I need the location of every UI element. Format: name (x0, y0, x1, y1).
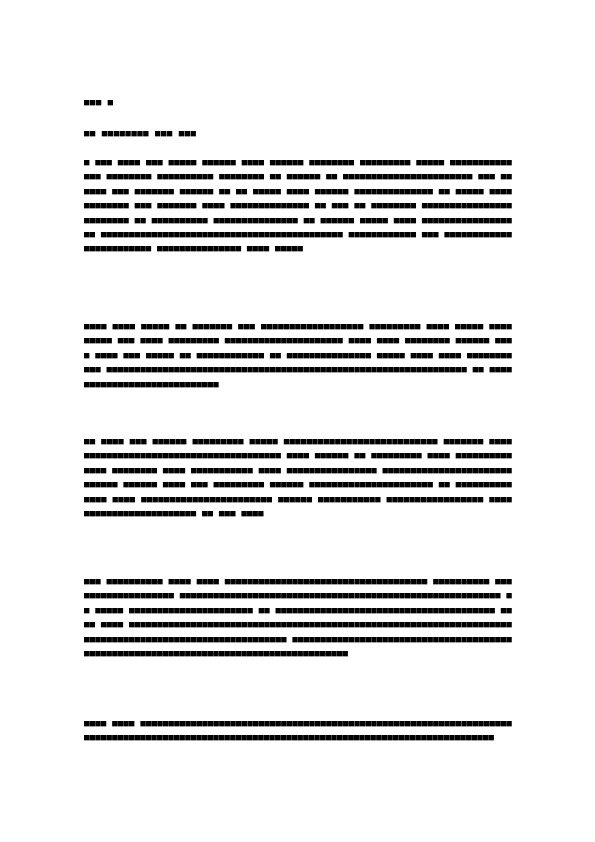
paragraph-3: ■■ ■■■■ ■■■ ■■■■■■ ■■■■■■■■■ ■■■■■ ■■■■■■■■■■■■■■■■■■■■■■■■■■■ ■■■■■■■ ■■■■ ■■■■■■■■■■■■■■■■■■■■■■■■■■■■■■■■■■■ ■■■■ ■■■■■■ ■■ ■■■■■■■■■ ■■■■ ■■■■■■■■■■■■■■ ■■■■■■■■ ■■■■ ■■■■■■■■■■■ ■■■■ ■■■■■■■■■■■■■■■■ ■■■■■■■■■■■■■■■■■■■■■■■■■■■■■ ■■■■■■ ■■■■ ■■■ ■■■■■■■■■ ■■■■■■ ■■■■■■■■■■■■■■■■■■■■■■ ■■ ■■■■■■■■■■■■■■ ■■■■ ■■■■■■■■■■■■■■■■■■■■■■■ ■■■■■■ ■■■■■■■■■■■ ■■■■■■■■■■■■■■■■■ ■■■■ ■■■■■■■■■■■■■■■■■■■■ ■■ ■■■ ■■■■ (84, 437, 512, 520)
document-title: ■■■ ■ (84, 98, 114, 108)
paragraph-2: ■■■■ ■■■■ ■■■■■ ■■ ■■■■■■■ ■■■ ■■■■■■■■■■■■■■■■■■ ■■■■■■■■■ ■■■■ ■■■■■ ■■■■ ■■■■■ ■■■ ■■■■ ■■■■■■■■■ ■■■■■■■■■■■■■■■■■■■■■ ■■■■ ■■■■ ■■■■■■■■ ■■■■■■ ■■■■ ■■■■ ■■■ ■■■■■ ■■ ■■■■■■■■■■■■ ■■ ■■■■■■■■■■■■■■■ ■■■■■ ■■■■ ■■■■ ■■■■■■■■■■■ ■■■■■■■■■■■■■■■■■■■■■■■■■■■■■■■■■■■■■■■■■■■■■■■■■■■■■■■■■■■■■■■■ ■■ ■■■■■■■■■■■■■■■■■■■■■■■■■■■■ (84, 322, 512, 390)
paragraph-1: ■ ■■■ ■■■■ ■■■ ■■■■■ ■■■■■■ ■■■■ ■■■■■■ ■■■■■■■■ ■■■■■■■■■ ■■■■■ ■■■■■■■■■■■■■■ ■■■■■■■■ ■■■■■■■■■■ ■■■■■■■■ ■■ ■■■■■■ ■■ ■■■■■■■■■■■■■■■■■■■■■■■ ■■■ ■■■■■■ ■■■ ■■■■■■■ ■■■■■■ ■■ ■■ ■■■■■ ■■■■ ■■■■■■ ■■■■■■■■■■■■■■ ■■ ■■■■■ ■■■■■■■■■■■■ ■■■ ■■■■■■■ ■■■■ ■■■■■■■■■■■■■■ ■■ ■■■ ■■ ■■■■■■■■ ■■■■■■■■■■■■■■■■■■■■■■■■ ■■ ■■■■■■■■■■ ■■■■■■■■■■■■■■■ ■■ ■■■■■■ ■■■■■ ■■■■ ■■■■■■■■■■■■■■■■■■ ■■■■■■■■■■■■■■■■■■■■■■■■■■■■■■■■■■■■■■■■■■■ ■■■■■■■■■■■■ ■■■ ■■■■■■■■■■■■■■■■■■■■■■■■ ■■■■■■■■■■■■■■■ ■■■■ ■■■■■ (84, 158, 512, 255)
paragraph-4: ■■■ ■■■■■■■■■■ ■■■■ ■■■■ ■■■■■■■■■■■■■■■■■■■■■■■■■■■■■■■■■■■■ ■■■■■■■■■■ ■■■■■■■■■■■■■■■■■■■ ■■■■■■■■■■■■■■■■■■■■■■■■■■■■■■■■■■■■■■■■■■■■■■■■■■■■■■■■■ ■■ ■■■■■ ■■■■■■■■■■■■■■■■■■■■■■ ■■ ■■■■■■■■■■■■■■■■■■■■■■■■■■■■■■■■■■■■■■■ ■■■■ ■■■■ ■■■■■■■■■■■■■■■■■■■■■■■■■■■■■■■■■■■■■■■■■■■■■■■■■■■■■■■■■■■■■■■■■■■■■■■■■■■■■■■■■■■■■■■■■■■■■■■■■■■■■■■■ ■■■■■■■■■■■■■■■■■■■■■■■■■■■■■■■■■■■■■■■■■■■■■■■■■■■■■■■■■■■■■■■■■■■■■■■■■■■■■■■■■■■■■■ (84, 577, 512, 660)
document-subtitle: ■■ ■■■■■■■■ ■■■ ■■■ (84, 129, 197, 139)
paragraph-5: ■■■■ ■■■■ ■■■■■■■■■■■■■■■■■■■■■■■■■■■■■■■■■■■■■■■■■■■■■■■■■■■■■■■■■■■■■■■■■■ ■■■■■■■■■■■■■■■■■■■■■■■■■■■■■■■■■■■■■■■■■■■■■■■■■■■■■■■■■■■■■■■■■■■■■■■■■ (84, 719, 512, 744)
